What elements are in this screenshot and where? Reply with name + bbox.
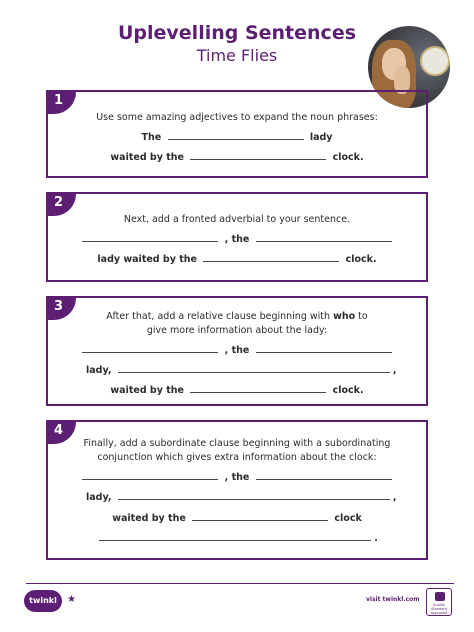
visit-link[interactable]: visit twinkl.com <box>366 596 420 603</box>
answer-blank[interactable] <box>190 391 326 393</box>
answer-blank[interactable] <box>168 138 304 140</box>
answer-blank[interactable] <box>118 371 390 373</box>
sentence-line <box>48 152 426 163</box>
section-3 <box>46 296 428 406</box>
sentence-line <box>48 345 426 356</box>
word: , the <box>224 345 250 356</box>
word: , the <box>224 234 250 245</box>
word: waited by the <box>112 513 186 524</box>
answer-blank[interactable] <box>203 260 339 262</box>
sentence-line <box>86 365 396 376</box>
word: lady, <box>86 365 112 376</box>
word: clock <box>334 513 362 524</box>
answer-blank[interactable] <box>192 519 328 521</box>
sentence-line <box>48 513 426 524</box>
word: waited by the <box>110 385 184 396</box>
sentence-line <box>86 492 396 503</box>
sentence-line <box>48 132 426 143</box>
answer-blank[interactable] <box>82 240 218 242</box>
word: , <box>392 365 397 376</box>
word: clock. <box>332 152 364 163</box>
word: , the <box>224 472 250 483</box>
badge-icon <box>435 592 445 601</box>
word: The <box>141 132 162 143</box>
twinkl-logo[interactable]: twinkl <box>24 590 62 612</box>
answer-blank[interactable] <box>82 351 218 353</box>
badge-text: Quality Standard Approved <box>430 603 448 615</box>
answer-blank[interactable] <box>256 351 392 353</box>
section-number: 4 <box>46 420 76 444</box>
instruction-text: After that, add a relative clause beginning with <box>106 311 334 322</box>
instruction-line-2: give more information about the lady: <box>146 325 328 336</box>
answer-blank[interactable] <box>190 158 326 160</box>
section-number: 2 <box>46 192 76 216</box>
answer-blank[interactable] <box>82 478 218 480</box>
sentence-line <box>48 254 426 265</box>
instruction <box>48 311 426 322</box>
word: lady waited by the <box>97 254 197 265</box>
answer-blank[interactable] <box>256 240 392 242</box>
word: waited by the <box>110 152 184 163</box>
answer-blank[interactable] <box>118 498 390 500</box>
sentence-line <box>48 533 426 544</box>
answer-blank[interactable] <box>256 478 392 480</box>
section-number: 3 <box>46 296 76 320</box>
clock-icon <box>420 46 450 76</box>
word: . <box>374 533 378 544</box>
sentence-line <box>48 234 426 245</box>
section-4 <box>46 420 428 560</box>
answer-blank[interactable] <box>99 539 371 541</box>
section-number: 1 <box>46 90 76 114</box>
instruction: Next, add a fronted adverbial to your sentence. <box>123 214 351 225</box>
section-2 <box>46 192 428 282</box>
page-subtitle: Time Flies <box>196 46 278 65</box>
section-1 <box>46 90 428 178</box>
quality-badge <box>426 588 452 616</box>
sentence-line <box>48 472 426 483</box>
instruction-text: to <box>355 311 368 322</box>
footer-divider <box>26 583 454 584</box>
instruction: Use some amazing adjectives to expand the noun phrases: <box>96 112 378 123</box>
instruction-line-2: conjunction which gives extra information about the clock: <box>97 452 377 463</box>
word: lady, <box>86 492 112 503</box>
sentence-line <box>48 385 426 396</box>
star-icon: ★ <box>67 594 76 605</box>
instruction-keyword: who <box>333 311 356 322</box>
word: , <box>392 492 397 503</box>
instruction-line-1: Finally, add a subordinate clause beginning with a subordinating <box>83 438 391 449</box>
word: lady <box>309 132 333 143</box>
word: clock. <box>345 254 377 265</box>
page-title: Uplevelling Sentences <box>117 22 357 44</box>
word: clock. <box>332 385 364 396</box>
